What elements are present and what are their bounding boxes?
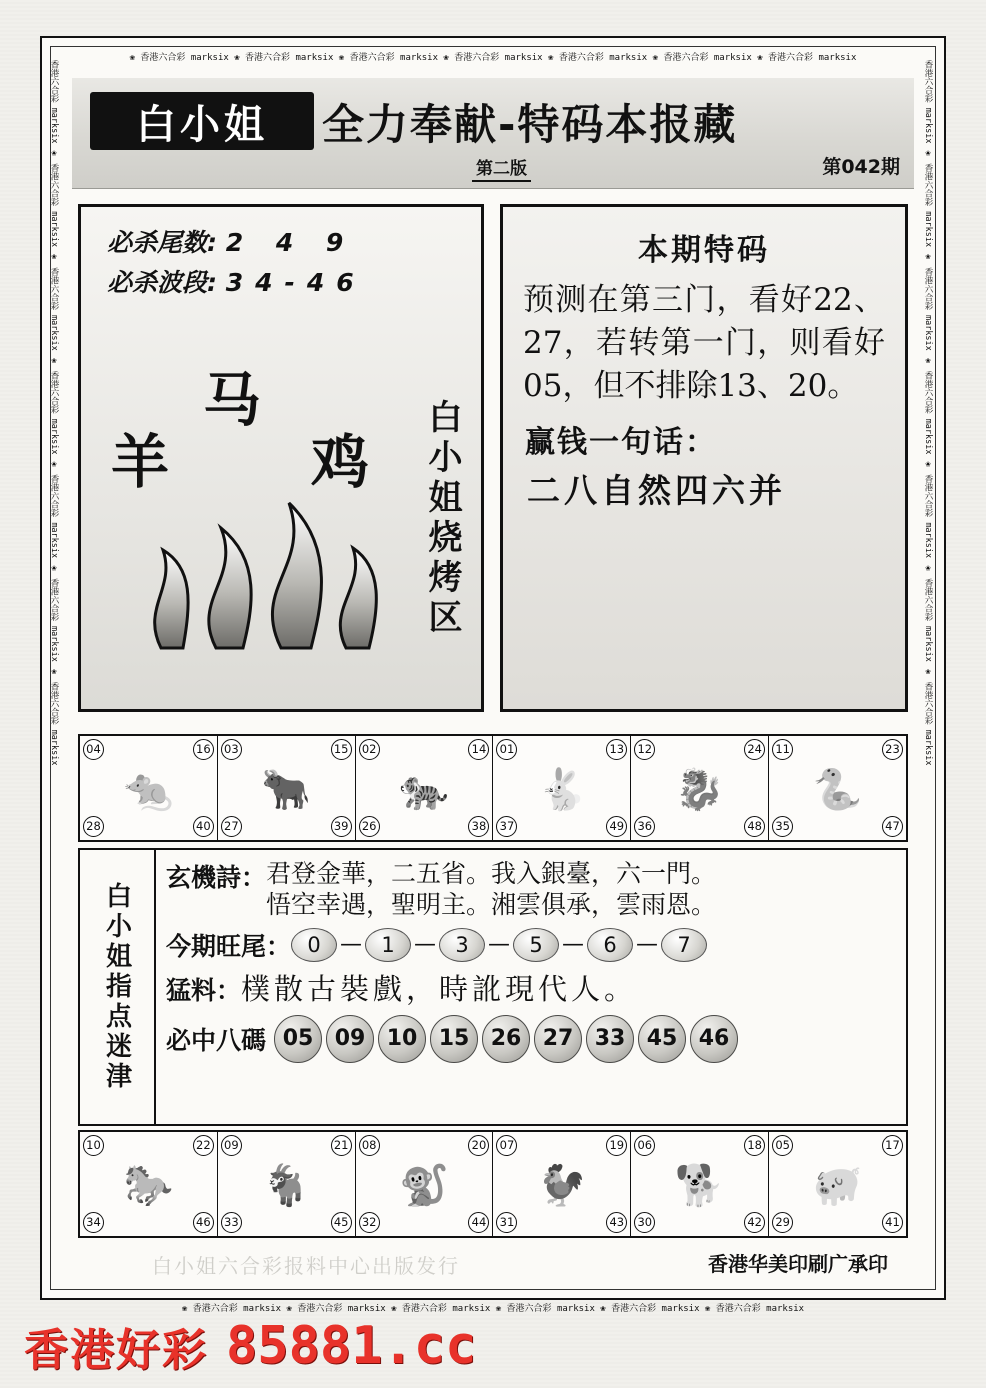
rooster-icon: 🐓	[536, 1162, 587, 1209]
number-badge: 26	[359, 816, 380, 837]
number-badge: 05	[772, 1135, 793, 1156]
horse-icon: 🐎	[123, 1162, 174, 1209]
number-badge: 15	[331, 739, 352, 760]
watermark-domain: 85881.cc	[226, 1316, 477, 1376]
site-watermark	[24, 1316, 724, 1376]
number-badge: 48	[744, 816, 765, 837]
dash-separator: —	[414, 932, 437, 957]
number-badge: 45	[331, 1212, 352, 1233]
kill-numbers-panel	[78, 204, 484, 712]
number-badge: 43	[606, 1212, 627, 1233]
number-badge: 24	[744, 739, 765, 760]
number-badge: 11	[772, 739, 793, 760]
hot-tail-ball: 1	[365, 928, 411, 962]
number-badge: 22	[193, 1135, 214, 1156]
zodiac-pick-3: 鸡	[311, 428, 370, 496]
dash-separator: —	[562, 932, 585, 957]
number-badge: 23	[882, 739, 903, 760]
hot-tail-ball: 0	[291, 928, 337, 962]
number-badge: 32	[359, 1212, 380, 1233]
main-panels	[72, 204, 914, 724]
dragon-icon: 🐉	[674, 766, 725, 813]
zodiac-pick-1: 羊	[111, 428, 170, 496]
edition-label: 第二版	[472, 154, 531, 182]
eight-numbers-label: 必中八碼	[166, 1025, 267, 1055]
zodiac-flame-art	[81, 303, 481, 663]
zodiac-cell[interactable]	[631, 1132, 769, 1236]
poem-label: 玄機詩：	[166, 863, 267, 892]
printer-credit: 香港华美印刷广承印	[708, 1252, 888, 1276]
eight-numbers-row	[166, 1015, 896, 1063]
zodiac-row-top	[78, 734, 908, 842]
zodiac-cell[interactable]	[493, 736, 631, 840]
win-phrase-text: 二八自然四六并	[527, 471, 786, 511]
kill-range-values: 34-46	[225, 268, 366, 297]
number-badge: 44	[468, 1212, 489, 1233]
hot-tail-row	[166, 927, 896, 963]
win-phrase-label: 赢钱一句话：	[525, 425, 717, 461]
kill-tail-values: 2 4 9	[225, 228, 356, 257]
footer-faint-text: 白小姐六合彩报料中心出版发行	[152, 1254, 460, 1278]
kill-wrap	[81, 207, 481, 299]
zodiac-cell[interactable]	[356, 1132, 494, 1236]
number-badge: 49	[606, 816, 627, 837]
hot-tail-label: 今期旺尾：	[166, 931, 292, 961]
zodiac-cell[interactable]	[218, 736, 356, 840]
page-footer	[72, 1248, 914, 1288]
marksix-band-right: 香港六合彩 marksix ❀ 香港六合彩 marksix ❀ 香港六合彩 marksix ❀ 香港六合彩 marksix ❀ 香港六合彩 marksix ❀ 香港六合彩 marksix ❀ 香港六合彩 marksix	[923, 60, 933, 766]
number-badge: 06	[634, 1135, 655, 1156]
lucky-number-ball: 27	[534, 1015, 582, 1063]
number-badge: 27	[221, 816, 242, 837]
tip-row	[166, 971, 896, 1007]
lucky-number-ball: 33	[586, 1015, 634, 1063]
prediction-body: 预测在第三门，看好22、27，若转第一门，则看好05，但不排除13、20。	[523, 282, 885, 404]
snake-icon: 🐍	[812, 766, 863, 813]
kill-tail-row	[107, 223, 481, 259]
zodiac-cell[interactable]	[769, 1132, 906, 1236]
prediction-title: 本期特码	[638, 233, 770, 268]
tip-text: 樸散古裝戲，時訛現代人。	[241, 971, 638, 1006]
dog-icon: 🐕	[674, 1162, 725, 1209]
number-badge: 18	[744, 1135, 765, 1156]
number-badge: 04	[83, 739, 104, 760]
lucky-number-ball: 15	[430, 1015, 478, 1063]
number-badge: 01	[496, 739, 517, 760]
number-badge: 16	[193, 739, 214, 760]
number-badge: 14	[468, 739, 489, 760]
zodiac-cell[interactable]	[80, 1132, 218, 1236]
number-badge: 29	[772, 1212, 793, 1233]
zodiac-pick-2: 马	[203, 366, 262, 434]
zodiac-row-bottom	[78, 1130, 908, 1238]
zodiac-cell[interactable]	[80, 736, 218, 840]
content-area	[72, 78, 914, 1288]
tiger-icon: 🐅	[399, 766, 449, 813]
pig-icon: 🐖	[812, 1162, 863, 1209]
number-badge: 33	[221, 1212, 242, 1233]
number-badge: 37	[496, 816, 517, 837]
side-vertical-text: 白小姐烧烤区	[422, 399, 462, 639]
hot-tail-ball: 3	[439, 928, 485, 962]
guidance-side-label	[80, 850, 156, 1124]
number-badge: 34	[83, 1212, 104, 1233]
number-badge: 38	[468, 816, 489, 837]
hot-tail-balls	[291, 928, 707, 962]
guidance-content	[156, 850, 906, 1124]
number-badge: 28	[83, 816, 104, 837]
number-badge: 46	[193, 1212, 214, 1233]
page-header	[72, 78, 914, 189]
monkey-icon: 🐒	[399, 1162, 449, 1209]
marksix-band-left: 香港六合彩 marksix ❀ 香港六合彩 marksix ❀ 香港六合彩 marksix ❀ 香港六合彩 marksix ❀ 香港六合彩 marksix ❀ 香港六合彩 marksix ❀ 香港六合彩 marksix	[49, 60, 59, 766]
poem-line-1: 君登金華，二五省。我入銀臺，六一門。	[266, 859, 717, 888]
number-badge: 40	[193, 816, 214, 837]
zodiac-cell[interactable]	[356, 736, 494, 840]
number-badge: 09	[221, 1135, 242, 1156]
page-title: 全力奉献-特码本报藏	[322, 100, 738, 149]
kill-range-row	[107, 263, 481, 299]
poem-line-2: 悟空幸遇，聖明主。湘雲俱承，雲雨恩。	[266, 890, 717, 920]
number-badge: 20	[468, 1135, 489, 1156]
dash-separator: —	[488, 932, 511, 957]
prediction-panel	[500, 204, 908, 712]
number-badge: 13	[606, 739, 627, 760]
kill-tail-label: 必杀尾数:	[107, 228, 217, 257]
lucky-number-ball: 26	[482, 1015, 530, 1063]
ox-icon: 🐂	[261, 766, 312, 813]
number-badge: 21	[331, 1135, 352, 1156]
hot-tail-ball: 5	[513, 928, 559, 962]
number-badge: 10	[83, 1135, 104, 1156]
kill-range-label: 必杀波段:	[107, 268, 217, 297]
number-badge: 17	[882, 1135, 903, 1156]
number-badge: 12	[634, 739, 655, 760]
guidance-side-text: 白小姐指点迷津	[101, 882, 132, 1092]
poem-row	[166, 858, 896, 921]
goat-icon: 🐐	[261, 1162, 312, 1209]
zodiac-cell[interactable]	[218, 1132, 356, 1236]
hot-tail-ball: 6	[587, 928, 633, 962]
number-badge: 02	[359, 739, 380, 760]
lucky-number-ball: 09	[326, 1015, 374, 1063]
number-badge: 42	[744, 1212, 765, 1233]
marksix-band-top: ❀ 香港六合彩 marksix ❀ 香港六合彩 marksix ❀ 香港六合彩 marksix ❀ 香港六合彩 marksix ❀ 香港六合彩 marksix ❀ 香港六合彩 marksix ❀ 香港六合彩 marksix	[129, 53, 857, 63]
watermark-brand: 香港好彩	[24, 1325, 208, 1376]
rat-icon: 🐀	[123, 766, 174, 813]
number-badge: 47	[882, 816, 903, 837]
number-badge: 31	[496, 1212, 517, 1233]
lucky-number-ball: 05	[274, 1015, 322, 1063]
rabbit-icon: 🐇	[536, 766, 587, 813]
tip-label: 猛料：	[166, 975, 242, 1005]
marksix-band-bottom: ❀ 香港六合彩 marksix ❀ 香港六合彩 marksix ❀ 香港六合彩 marksix ❀ 香港六合彩 marksix ❀ 香港六合彩 marksix ❀ 香港六合彩 marksix	[181, 1304, 805, 1314]
brand-logo: 白小姐	[90, 92, 314, 150]
number-badge: 41	[882, 1212, 903, 1233]
zodiac-cell[interactable]	[631, 736, 769, 840]
zodiac-cell[interactable]	[493, 1132, 631, 1236]
lucky-number-ball: 45	[638, 1015, 686, 1063]
guidance-block	[78, 848, 908, 1126]
number-badge: 07	[496, 1135, 517, 1156]
issue-label: 第042期	[822, 156, 900, 178]
number-badge: 30	[634, 1212, 655, 1233]
number-badge: 08	[359, 1135, 380, 1156]
number-badge: 35	[772, 816, 793, 837]
number-badge: 36	[634, 816, 655, 837]
number-badge: 03	[221, 739, 242, 760]
zodiac-cell[interactable]	[769, 736, 906, 840]
number-badge: 39	[331, 816, 352, 837]
number-badge: 19	[606, 1135, 627, 1156]
hot-tail-ball: 7	[661, 928, 707, 962]
lucky-number-ball: 10	[378, 1015, 426, 1063]
dash-separator: —	[340, 932, 363, 957]
flame-icon	[121, 468, 421, 653]
lucky-number-ball: 46	[690, 1015, 738, 1063]
dash-separator: —	[636, 932, 659, 957]
